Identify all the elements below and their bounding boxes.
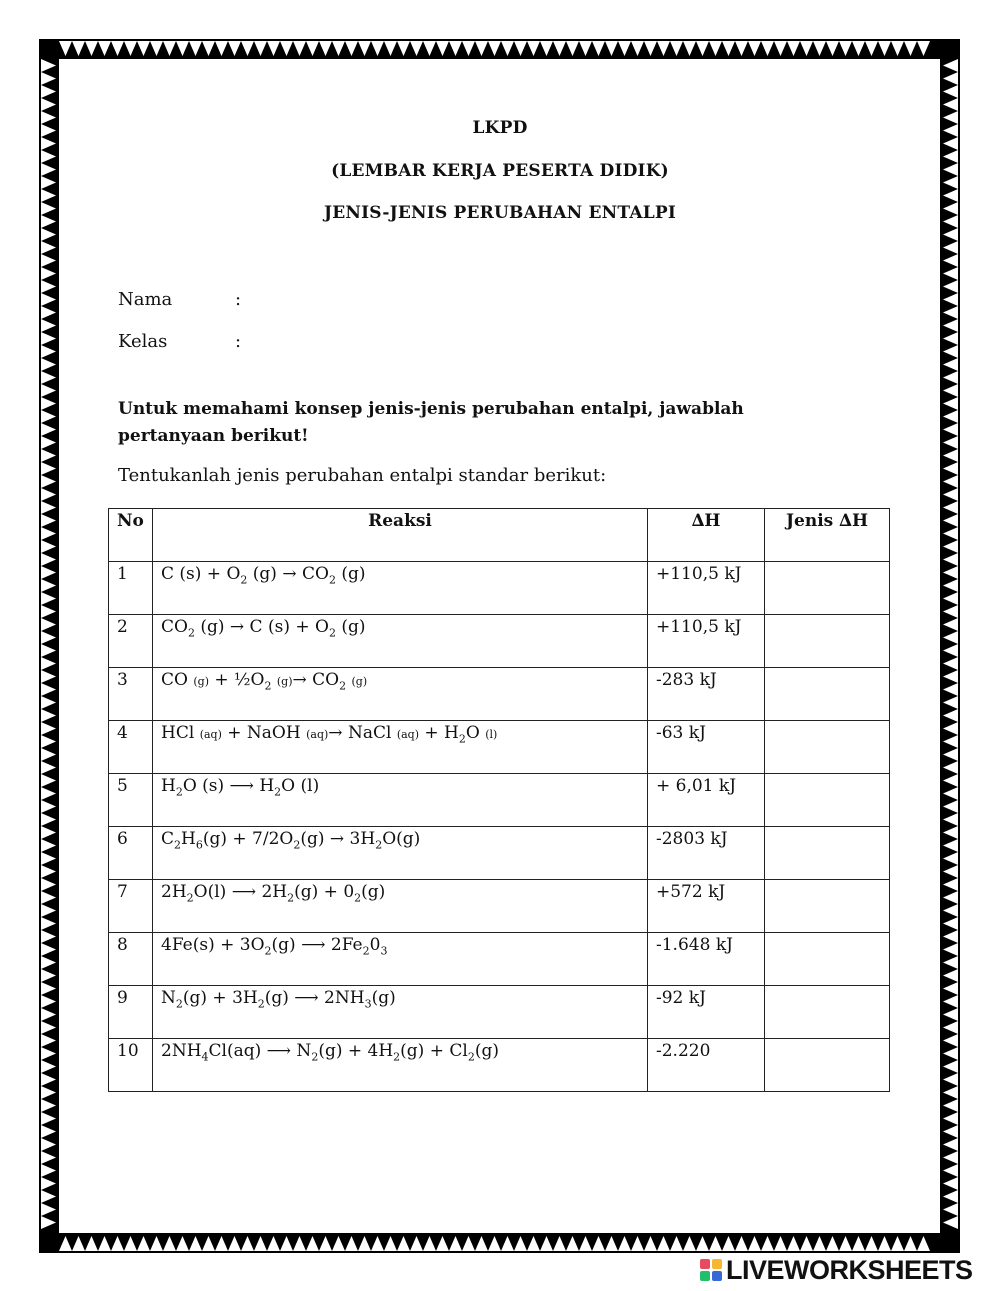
jenis-answer-cell bbox=[765, 668, 890, 721]
liveworksheets-watermark bbox=[700, 1256, 973, 1284]
reaction-segment: 2 bbox=[393, 1050, 401, 1064]
reaction-segment: 2 bbox=[458, 732, 466, 746]
reaction-segment: (g) bbox=[335, 617, 366, 637]
name-field bbox=[118, 289, 242, 310]
delta-h-value: -2.220 bbox=[648, 1039, 765, 1092]
reaction-segment: 3 bbox=[364, 997, 372, 1011]
reaction-segment: C (s) + O bbox=[161, 564, 241, 584]
reaction-cell bbox=[153, 933, 648, 986]
reaction-segment: (g) bbox=[335, 564, 366, 584]
watermark-text: LIVEWORKSHEETS bbox=[726, 1254, 973, 1285]
reaction-segment: N bbox=[161, 988, 176, 1008]
reaction-segment: 2 bbox=[328, 626, 336, 640]
name-colon: : bbox=[235, 289, 242, 310]
table-row bbox=[109, 562, 890, 615]
row-number: 10 bbox=[109, 1039, 153, 1092]
table-row bbox=[109, 774, 890, 827]
reaction-segment: 2 bbox=[311, 1050, 319, 1064]
table-row bbox=[109, 880, 890, 933]
table-row bbox=[109, 1039, 890, 1092]
reaction-segment: 2NH bbox=[161, 1041, 202, 1061]
reaction-segment: (g) bbox=[193, 675, 209, 688]
reaction-segment: (g) + 4H bbox=[318, 1041, 394, 1061]
reaction-segment: (g) + 0 bbox=[294, 882, 355, 902]
reaction-segment: 4Fe(s) + 3O bbox=[161, 935, 265, 955]
reaction-segment: (g) → C (s) + O bbox=[194, 617, 329, 637]
delta-h-value: -92 kJ bbox=[648, 986, 765, 1039]
reaction-segment: CO bbox=[161, 617, 188, 637]
reaction-segment: (g) bbox=[276, 675, 293, 688]
reaction-segment: 2 bbox=[264, 944, 272, 958]
table-row bbox=[109, 986, 890, 1039]
reaction-segment: 2 bbox=[362, 944, 370, 958]
table-row bbox=[109, 933, 890, 986]
reaction-segment: O bbox=[465, 723, 486, 743]
delta-h-value: -1.648 kJ bbox=[648, 933, 765, 986]
reaction-cell bbox=[153, 880, 648, 933]
reaction-segment: C bbox=[161, 829, 175, 849]
reaction-segment: 2 bbox=[467, 1050, 475, 1064]
delta-h-value: +572 kJ bbox=[648, 880, 765, 933]
delta-h-value: -63 kJ bbox=[648, 721, 765, 774]
reaction-segment: H bbox=[161, 776, 176, 796]
reaction-segment: → CO bbox=[292, 670, 340, 690]
table-header-row bbox=[109, 509, 890, 562]
table-row bbox=[109, 668, 890, 721]
instruction: Untuk memahami konsep jenis-jenis perubahan entalpi, jawablah pertanyaan berikut! bbox=[118, 399, 744, 446]
header-jenis: Jenis ∆H bbox=[765, 509, 890, 562]
reaction-segment: O(l) ⟶ 2H bbox=[193, 882, 288, 902]
class-field bbox=[118, 331, 242, 352]
reaction-segment: 4 bbox=[201, 1050, 209, 1064]
reaction-cell bbox=[153, 986, 648, 1039]
reaction-segment: → NaCl bbox=[328, 723, 397, 743]
reaction-segment: (g) → 3H bbox=[300, 829, 376, 849]
reaction-segment: 2 bbox=[187, 626, 195, 640]
reaction-segment: (g) bbox=[351, 675, 368, 688]
reaction-segment: 2 bbox=[293, 838, 301, 852]
row-number: 3 bbox=[109, 668, 153, 721]
reaction-segment: H bbox=[181, 829, 196, 849]
liveworksheets-logo-icon bbox=[700, 1259, 722, 1281]
reaction-cell bbox=[153, 562, 648, 615]
row-number: 1 bbox=[109, 562, 153, 615]
sub-instruction: Tentukanlah jenis perubahan entalpi standar berikut: bbox=[118, 465, 607, 486]
row-number: 7 bbox=[109, 880, 153, 933]
delta-h-value: +110,5 kJ bbox=[648, 562, 765, 615]
jenis-answer-cell bbox=[765, 1039, 890, 1092]
row-number: 8 bbox=[109, 933, 153, 986]
reaction-segment: 2 bbox=[240, 573, 248, 587]
table-row bbox=[109, 721, 890, 774]
reaction-segment: 2 bbox=[339, 679, 347, 693]
reaction-segment: (g) + 3H bbox=[182, 988, 258, 1008]
reaction-segment: (g) ⟶ 2NH bbox=[264, 988, 365, 1008]
row-number: 9 bbox=[109, 986, 153, 1039]
jenis-answer-cell bbox=[765, 562, 890, 615]
header-delta-h: ∆H bbox=[648, 509, 765, 562]
enthalpy-table bbox=[108, 508, 890, 1092]
reaction-segment: + H bbox=[419, 723, 459, 743]
reaction-segment: 2 bbox=[328, 573, 336, 587]
reaction-segment: 2 bbox=[354, 891, 362, 905]
row-number: 2 bbox=[109, 615, 153, 668]
reaction-segment: (g) bbox=[371, 988, 396, 1008]
jenis-answer-cell bbox=[765, 721, 890, 774]
reaction-segment: (aq) bbox=[396, 728, 419, 741]
reaction-segment: + ½O bbox=[208, 670, 265, 690]
reaction-segment: (g) + Cl bbox=[400, 1041, 468, 1061]
reaction-segment: (g) → CO bbox=[247, 564, 329, 584]
doc-code: LKPD bbox=[472, 118, 528, 138]
reaction-segment: CO bbox=[161, 670, 194, 690]
reaction-segment: Cl(aq) ⟶ N bbox=[208, 1041, 312, 1061]
reaction-segment: (aq) bbox=[306, 728, 329, 741]
reaction-segment: 2 bbox=[375, 838, 383, 852]
reaction-cell bbox=[153, 615, 648, 668]
reaction-segment: (l) bbox=[485, 728, 498, 741]
name-label: Nama bbox=[118, 289, 173, 310]
jenis-answer-cell bbox=[765, 986, 890, 1039]
reaction-segment: 2 bbox=[186, 891, 194, 905]
header-reaksi: Reaksi bbox=[153, 509, 648, 562]
reaction-segment: 2 bbox=[175, 785, 183, 799]
reaction-segment: (g) bbox=[361, 882, 386, 902]
row-number: 5 bbox=[109, 774, 153, 827]
jenis-answer-cell bbox=[765, 880, 890, 933]
table-row bbox=[109, 615, 890, 668]
reaction-segment: (g) + 7/2O bbox=[202, 829, 294, 849]
jenis-answer-cell bbox=[765, 933, 890, 986]
delta-h-value: + 6,01 kJ bbox=[648, 774, 765, 827]
reaction-segment: (aq) bbox=[199, 728, 222, 741]
reaction-cell bbox=[153, 1039, 648, 1092]
class-colon: : bbox=[235, 331, 242, 352]
header-no: No bbox=[109, 509, 153, 562]
reaction-segment: 6 bbox=[195, 838, 203, 852]
doc-subtitle: (LEMBAR KERJA PESERTA DIDIK) bbox=[331, 161, 669, 181]
reaction-segment: 3 bbox=[380, 944, 388, 958]
class-label: Kelas bbox=[118, 331, 168, 352]
row-number: 6 bbox=[109, 827, 153, 880]
table-row bbox=[109, 827, 890, 880]
reaction-segment: (g) bbox=[474, 1041, 499, 1061]
reaction-cell bbox=[153, 668, 648, 721]
delta-h-value: -283 kJ bbox=[648, 668, 765, 721]
row-number: 4 bbox=[109, 721, 153, 774]
delta-h-value: -2803 kJ bbox=[648, 827, 765, 880]
reaction-segment: 2 bbox=[257, 997, 265, 1011]
doc-title: JENIS-JENIS PERUBAHAN ENTALPI bbox=[324, 203, 676, 223]
reaction-segment: O (s) ⟶ H bbox=[182, 776, 275, 796]
reaction-segment: HCl bbox=[161, 723, 200, 743]
reaction-cell bbox=[153, 721, 648, 774]
reaction-segment: 2 bbox=[274, 785, 282, 799]
delta-h-value: +110,5 kJ bbox=[648, 615, 765, 668]
reaction-segment: 2 bbox=[174, 838, 182, 852]
reaction-segment: 0 bbox=[369, 935, 381, 955]
reaction-segment: + NaOH bbox=[221, 723, 307, 743]
reaction-cell bbox=[153, 774, 648, 827]
reaction-segment: 2 bbox=[287, 891, 295, 905]
reaction-segment: O(g) bbox=[382, 829, 421, 849]
reaction-segment: 2 bbox=[264, 679, 272, 693]
reaction-cell bbox=[153, 827, 648, 880]
reaction-segment: (g) ⟶ 2Fe bbox=[271, 935, 363, 955]
reaction-segment: O (l) bbox=[281, 776, 320, 796]
reaction-segment: 2 bbox=[175, 997, 183, 1011]
jenis-answer-cell bbox=[765, 774, 890, 827]
reaction-segment: 2H bbox=[161, 882, 187, 902]
jenis-answer-cell bbox=[765, 615, 890, 668]
jenis-answer-cell bbox=[765, 827, 890, 880]
